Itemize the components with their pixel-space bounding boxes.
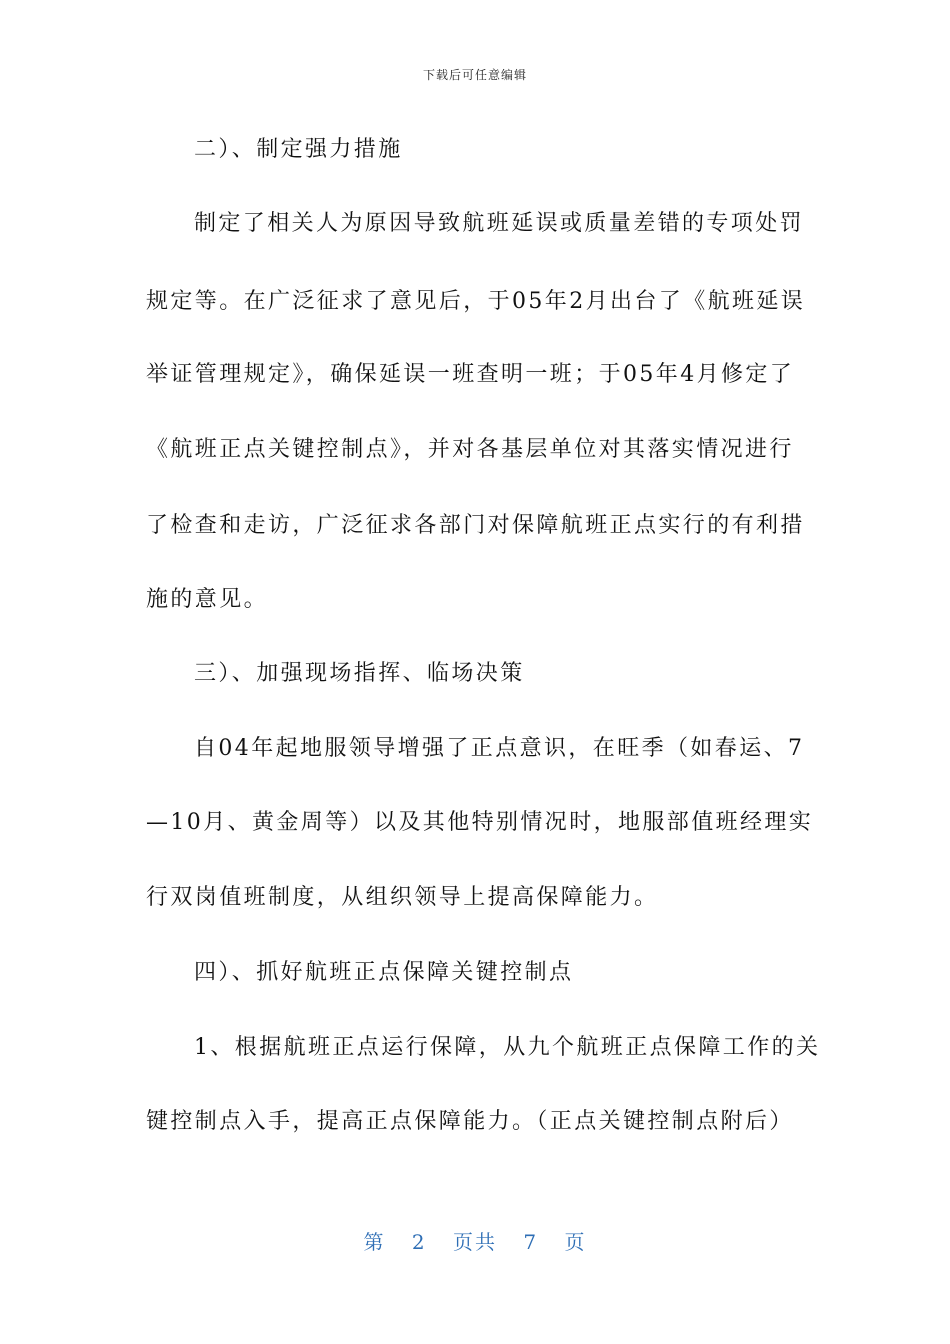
footer-middle: 页共 xyxy=(453,1230,497,1254)
section-heading-3: 三）、加强现场指挥、临场决策 xyxy=(194,661,525,686)
section-heading-4: 四）、抓好航班正点保障关键控制点 xyxy=(194,960,574,985)
footer-suffix: 页 xyxy=(564,1230,587,1254)
paragraph-line: 规定等。在广泛征求了意见后，于05年2月出台了《航班延误 xyxy=(146,289,806,314)
footer-page-number: 2 xyxy=(411,1230,427,1254)
paragraph-line: 举证管理规定》，确保延误一班查明一班；于05年4月修定了 xyxy=(146,362,795,387)
page-footer xyxy=(0,1226,950,1255)
paragraph-line: —10月、黄金周等）以及其他特别情况时，地服部值班经理实 xyxy=(146,810,814,835)
section-heading-2: 二）、制定强力措施 xyxy=(194,137,403,162)
paragraph-line: 《航班正点关键控制点》，并对各基层单位对其落实情况进行 xyxy=(146,437,794,462)
footer-total-pages: 7 xyxy=(523,1230,539,1254)
paragraph-line: 自04年起地服领导增强了正点意识，在旺季（如春运、7 xyxy=(194,736,805,761)
paragraph-line: 了检查和走访，广泛征求各部门对保障航班正点实行的有利措 xyxy=(146,513,805,538)
paragraph-line: 制定了相关人为原因导致航班延误或质量差错的专项处罚 xyxy=(194,211,805,236)
footer-prefix: 第 xyxy=(363,1230,386,1254)
paragraph-line: 键控制点入手，提高正点保障能力。（正点关键控制点附后） xyxy=(146,1109,794,1134)
page-header: 下载后可任意编辑 xyxy=(422,68,527,82)
paragraph-line: 行双岗值班制度，从组织领导上提高保障能力。 xyxy=(146,885,659,910)
paragraph-line: 施的意见。 xyxy=(146,587,269,612)
paragraph-line: 1、根据航班正点运行保障，从九个航班正点保障工作的关 xyxy=(194,1035,821,1060)
